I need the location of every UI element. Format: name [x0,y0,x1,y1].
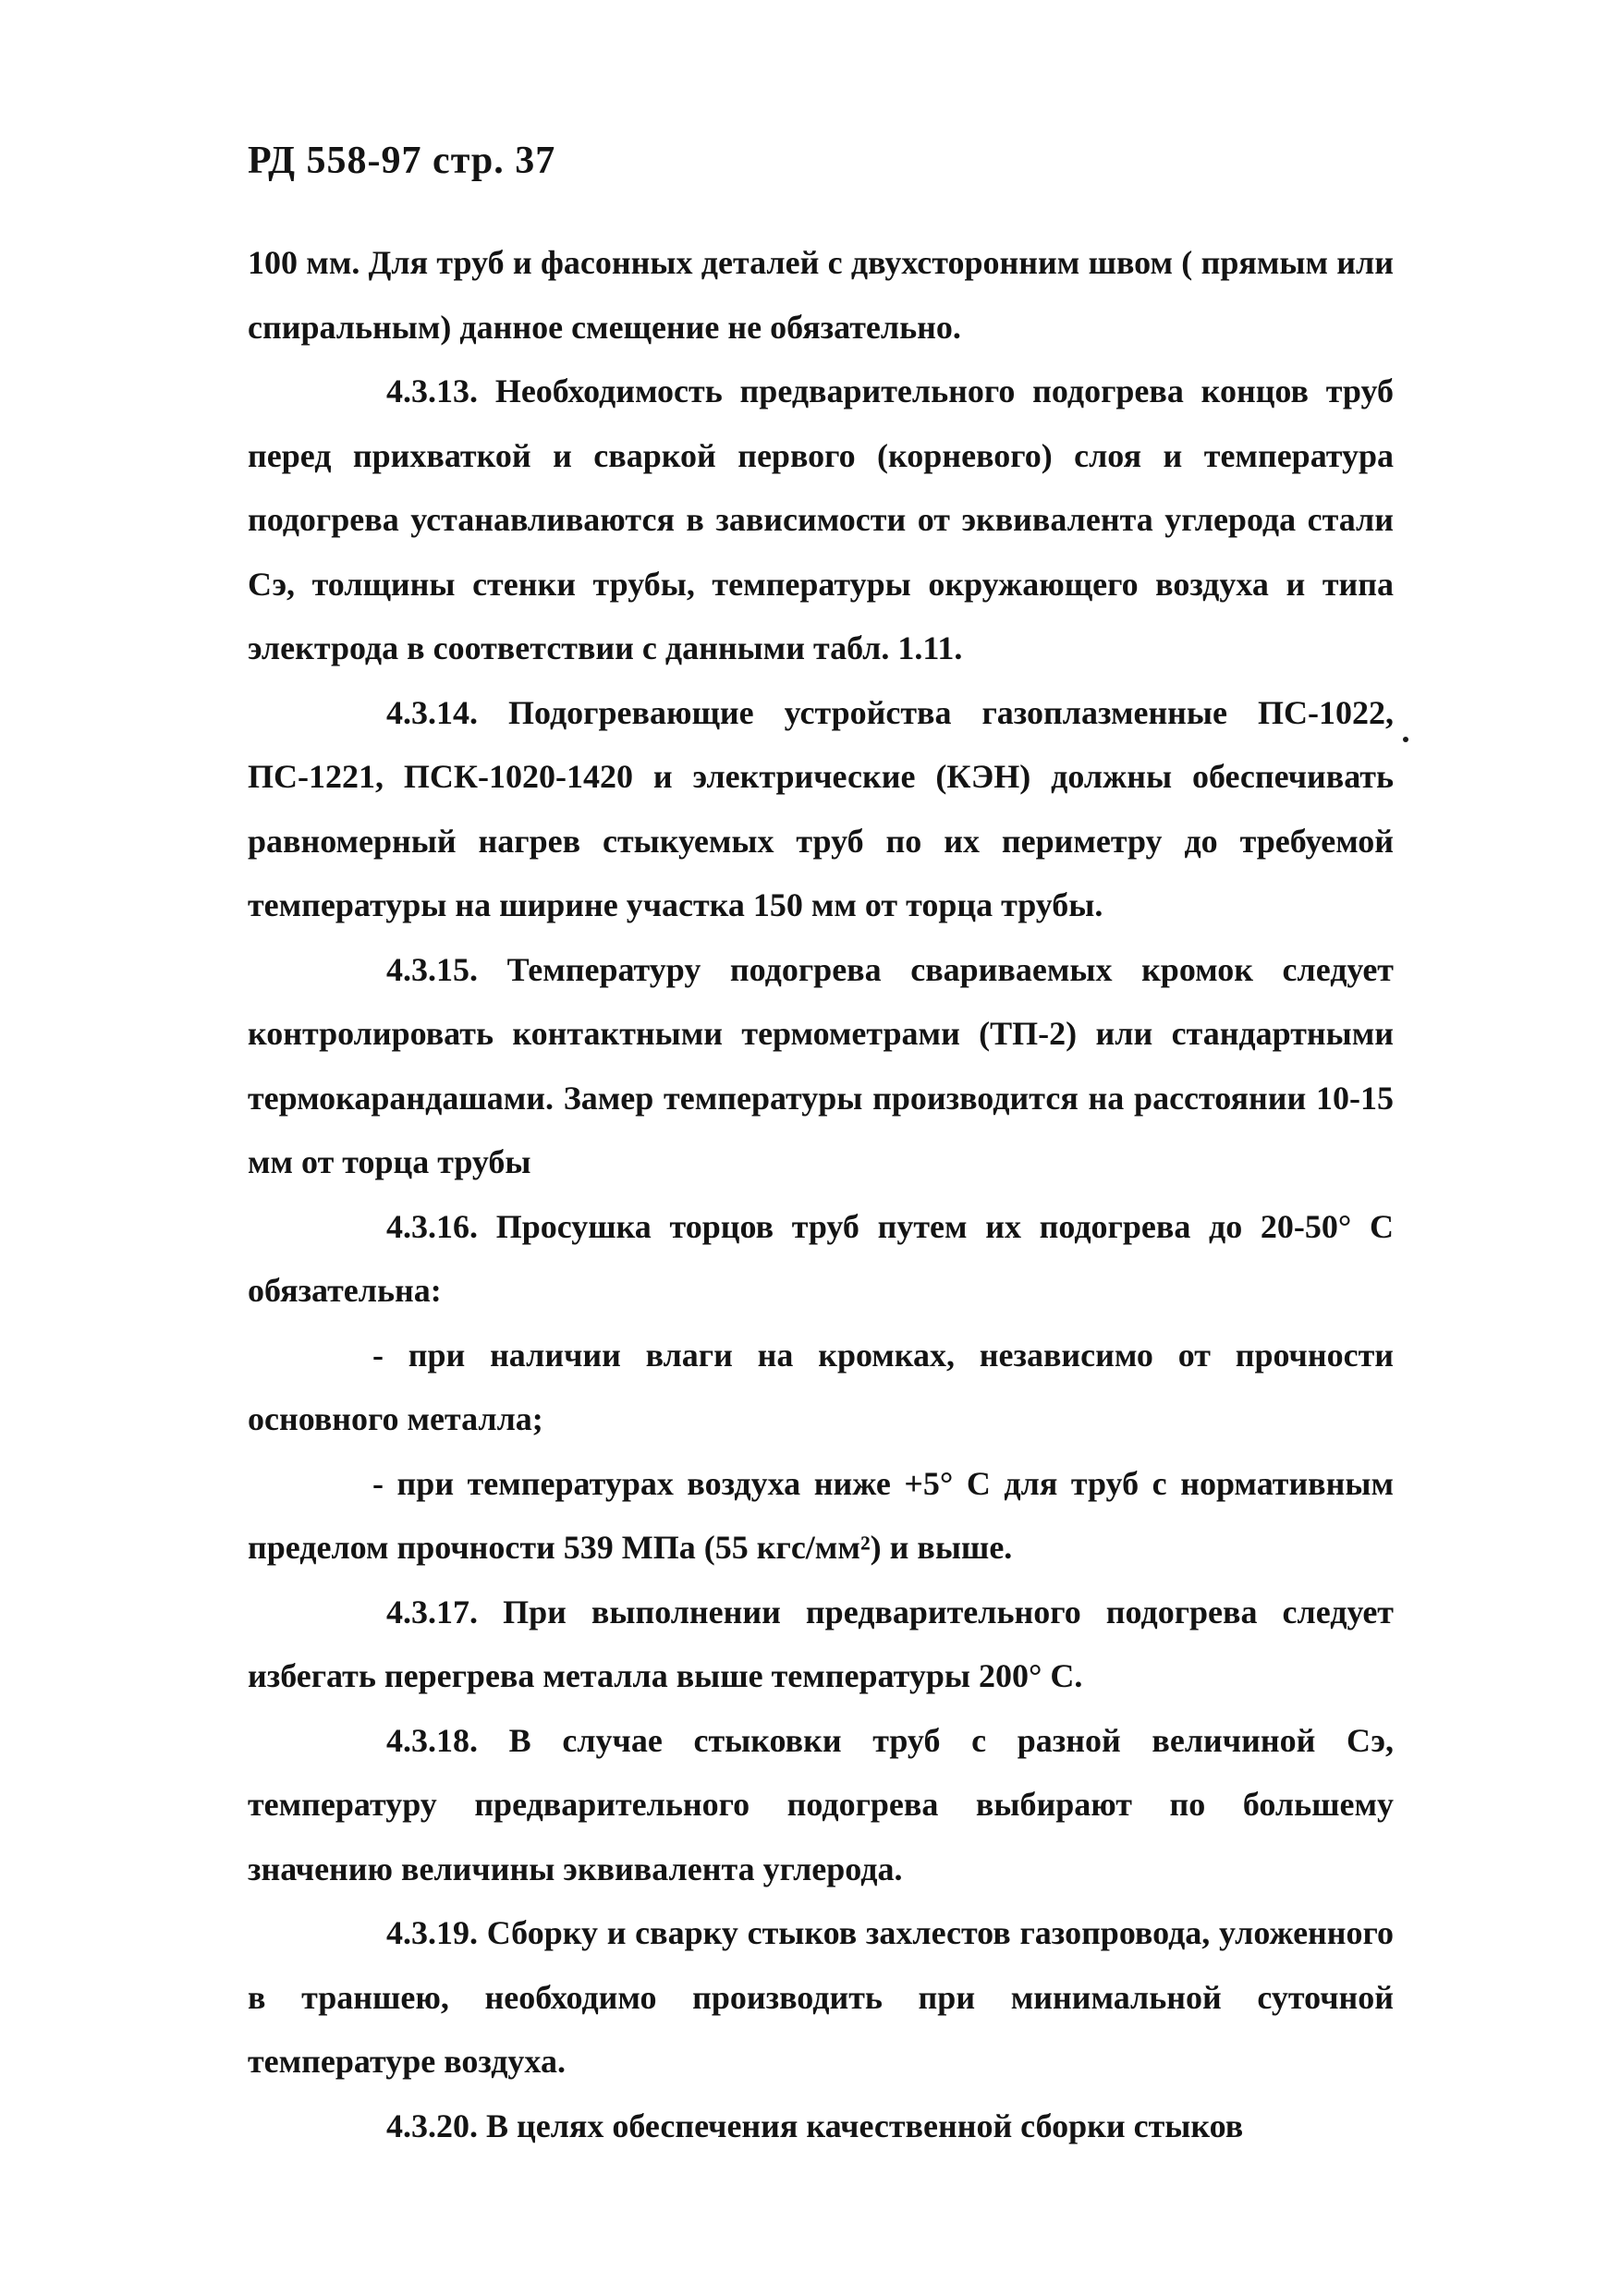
paragraph-4-3-14: 4.3.14. Подогревающие устройства газоплазменные ПС-1022, ПС-1221, ПСК-1020-1420 и электрические (КЭН) должны обеспечивать равномерный нагрев стыкуемых труб по их периметру до требуемой температуры на ширине участка 150 мм от торца трубы. [248,693,1394,923]
paragraph-4-3-15: 4.3.15. Температуру подогрева свариваемых кромок следует контролировать контактными термометрами (ТП-2) или стандартными термокарандашами. Замер температуры производится на расстоянии 10-15 мм от торца трубы [248,950,1394,1180]
document-body [248,231,1394,2158]
paragraph-4-3-18: 4.3.18. В случае стыковки труб с разной величиной Сэ, температуру предварительного подогрева выбирают по большему значению величины эквивалента углерода. [248,1721,1394,1887]
paragraph-4-3-13: 4.3.13. Необходимость предварительного подогрева концов труб перед прихваткой и сваркой первого (корневого) слоя и температура подогрева устанавливаются в зависимости от эквивалента углерода стали Сэ, толщины стенки трубы, температуры окружающего воздуха и типа электрода в соответствии с данными табл. 1.11. [248,372,1394,666]
paragraph-4-3-16: 4.3.16. Просушка торцов труб путем их подогрева до 20-50° С обязательна: [248,1207,1394,1309]
list-item-temperature: - при температурах воздуха ниже +5° С для труб с нормативным пределом прочности 539 МПа (55 кгс/мм²) и выше. [248,1464,1394,1566]
list-item-moisture: - при наличии влаги на кромках, независимо от прочности основного металла; [248,1336,1394,1437]
paragraph-4-3-17: 4.3.17. При выполнении предварительного подогрева следует избегать перегрева металла выше температуры 200° С. [248,1593,1394,1694]
scan-speck [1403,737,1408,742]
paragraph-4-3-19: 4.3.19. Сборку и сварку стыков захлестов газопровода, уложенного в траншею, необходимо производить при минимальной суточной температуре воздуха. [248,1914,1394,2080]
paragraph-continuation: 100 мм. Для труб и фасонных деталей с двухсторонним швом ( прямым или спиральным) данное смещение не обязательно. [248,244,1394,346]
page-header: РД 558-97 стр. 37 [248,140,556,182]
paragraph-4-3-20: 4.3.20. В целях обеспечения качественной сборки стыков [386,2107,1244,2144]
